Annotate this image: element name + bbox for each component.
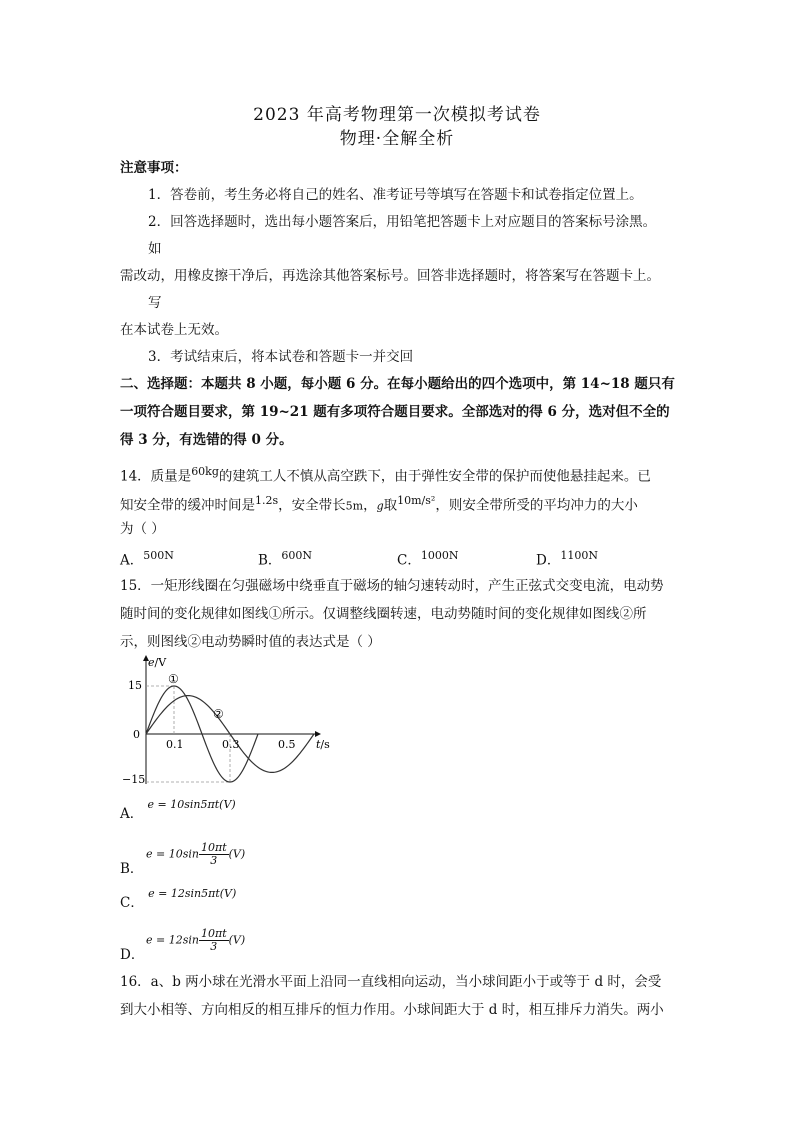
page-subtitle: 物理·全解全析 bbox=[339, 129, 455, 149]
y-tick-label: −15 bbox=[122, 773, 146, 786]
fraction-den: 3 bbox=[210, 940, 218, 953]
y-axis-label: e/V bbox=[148, 656, 167, 669]
option-label: B． bbox=[120, 861, 144, 877]
fraction-num: 10πt bbox=[200, 841, 227, 854]
q14-text: 14．质量是 bbox=[120, 468, 192, 485]
option-label: A． bbox=[120, 552, 144, 569]
q14-gval: 10m/s² bbox=[397, 494, 436, 507]
q14-text: 知安全带的缓冲时间是 bbox=[120, 497, 255, 514]
notice-item-2-end: 在本试卷上无效。 bbox=[120, 322, 228, 338]
option-expr bbox=[146, 928, 245, 953]
curve-label-1: ① bbox=[168, 672, 179, 686]
q14-mass: 60kg bbox=[191, 465, 219, 478]
notice-item-3: 3．考试结束后，将本试卷和答题卡一并交回 bbox=[148, 349, 414, 365]
x-tick-label: 0.3 bbox=[222, 738, 240, 751]
fraction-den: 3 bbox=[210, 854, 218, 867]
option-label: D． bbox=[536, 552, 561, 569]
option-expr: e = 10sin5πt(V) bbox=[147, 798, 236, 811]
expr-unit: (V) bbox=[228, 933, 246, 947]
q14-line-1 bbox=[120, 463, 651, 486]
notice-item-1: 1．答卷前，考生务必将自己的姓名、准考证号等填写在答题卡和试卷指定位置上。 bbox=[148, 187, 643, 203]
option-label: A． bbox=[120, 806, 144, 822]
notice-heading: 注意事项： bbox=[120, 160, 188, 176]
option-label: C． bbox=[397, 552, 421, 569]
q15-line-2: 随时间的变化规律如图线①所示。仅调整线圈转速，电动势随时间的变化规律如图线②所 bbox=[120, 606, 647, 622]
q14-time: 1.2s bbox=[255, 494, 279, 507]
q14-text: 的建筑工人不慎从高空跌下，由于弹性安全带的保护而使他悬挂起来。已 bbox=[218, 468, 651, 485]
q16-line-2: 到大小相等、方向相反的相互排斥的恒力作用。小球间距大于 d 时，相互排斥力消失。两小 bbox=[120, 1002, 664, 1018]
x-tick-label: 0.5 bbox=[278, 738, 296, 751]
option-label: B． bbox=[258, 552, 282, 569]
page-title: 2023 年高考物理第一次模拟考试卷 bbox=[253, 105, 541, 125]
q14-option-b bbox=[258, 547, 312, 570]
q16-line-1: 16．a、b 两小球在光滑水平面上沿同一直线相向运动，当小球间距小于或等于 d 时，会受 bbox=[120, 974, 662, 990]
option-expr bbox=[146, 842, 245, 867]
fraction-num: 10πt bbox=[200, 927, 227, 940]
option-value: 500N bbox=[143, 549, 174, 562]
q15-line-1: 15．一矩形线圈在匀强磁场中绕垂直于磁场的轴匀速转动时，产生正弦式交变电流，电动势 bbox=[120, 578, 664, 594]
q14-option-c bbox=[397, 547, 458, 570]
x-axis-label: t/s bbox=[316, 738, 330, 751]
expr-lhs: e = 12sin bbox=[146, 933, 199, 947]
notice-item-2: 2．回答选择题时，选出每小题答案后，用铅笔把答题卡上对应题目的答案标号涂黑。 bbox=[148, 214, 657, 230]
notice-item-2-wrap: 如 bbox=[148, 241, 162, 257]
option-value: 1000N bbox=[420, 549, 459, 562]
q14-option-d bbox=[536, 547, 598, 570]
option-value: 1100N bbox=[560, 549, 598, 562]
q14-text: ，则安全带所受的平均冲力的大小 bbox=[435, 497, 638, 514]
notice-item-2-cont: 需改动，用橡皮擦干净后，再选涂其他答案标号。回答非选择题时，将答案写在答题卡上。 bbox=[120, 268, 660, 284]
x-tick-label: 0.1 bbox=[166, 738, 184, 751]
q14-length: 5m bbox=[345, 499, 364, 513]
curve-label-2: ② bbox=[213, 707, 224, 721]
section-line-2: 一项符合题目要求，第 19~21 题有多项符合题目要求。全部选对的得 6 分，选对但不全的 bbox=[120, 404, 670, 420]
option-expr: e = 12sin5πt(V) bbox=[148, 887, 237, 900]
y-tick-label: 0 bbox=[133, 728, 140, 741]
q14-text: ， bbox=[363, 497, 377, 514]
notice-item-2-wrap2: 写 bbox=[148, 295, 162, 311]
option-value: 600N bbox=[281, 549, 313, 562]
emf-chart bbox=[118, 652, 338, 792]
q14-option-a bbox=[120, 547, 174, 570]
expr-unit: (V) bbox=[228, 847, 246, 861]
y-tick-label: 15 bbox=[128, 679, 142, 692]
option-label: D． bbox=[120, 947, 145, 963]
q14-line-3: 为（ ） bbox=[120, 521, 165, 537]
q14-text: 取 bbox=[383, 497, 398, 514]
expr-lhs: e = 10sin bbox=[146, 847, 199, 861]
q14-line-2 bbox=[120, 492, 638, 516]
section-line-3: 得 3 分，有选错的得 0 分。 bbox=[120, 432, 293, 448]
q15-line-3: 示，则图线②电动势瞬时值的表达式是（ ） bbox=[120, 634, 381, 650]
option-label: C． bbox=[120, 895, 144, 911]
q14-text: ，安全带长 bbox=[278, 497, 346, 514]
section-line-1: 二、选择题：本题共 8 小题，每小题 6 分。在每小题给出的四个选项中，第 14~18 题只有 bbox=[120, 376, 675, 392]
fraction bbox=[199, 928, 229, 953]
fraction bbox=[199, 842, 229, 867]
q14-g: g bbox=[376, 499, 384, 513]
